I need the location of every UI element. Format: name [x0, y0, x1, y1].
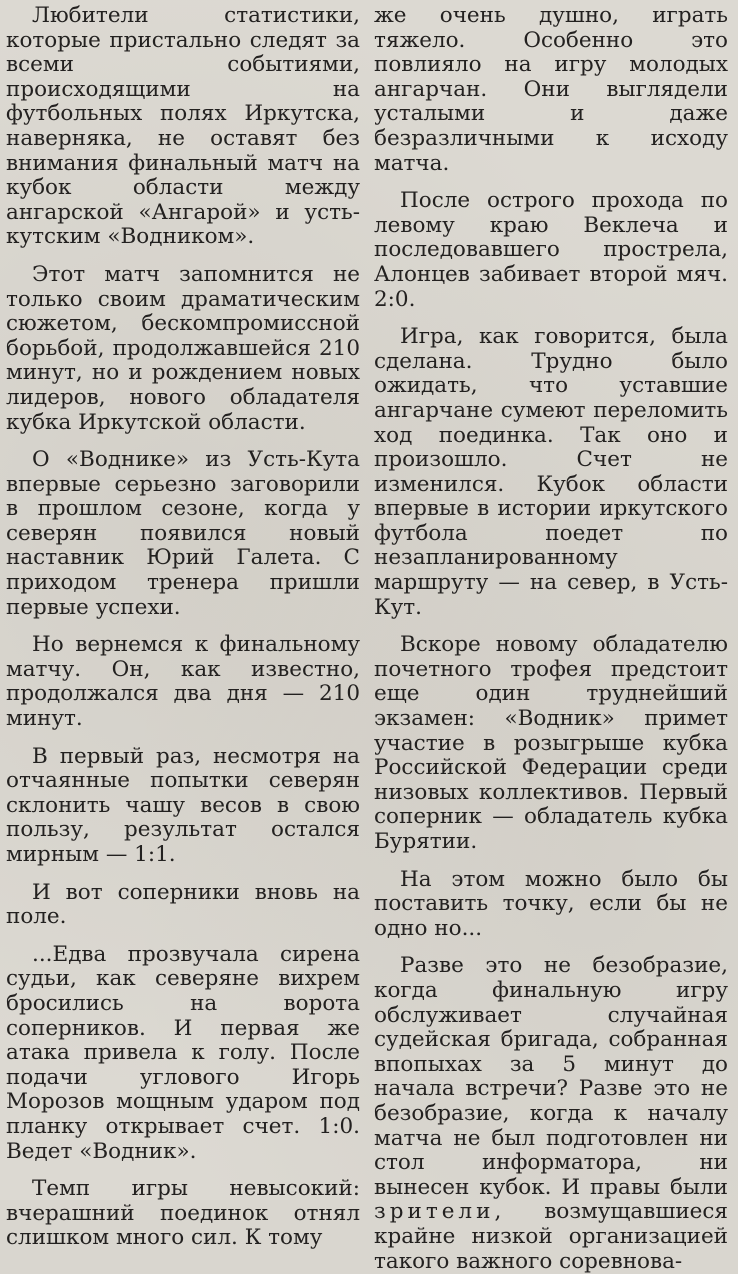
- paragraph-continued: же очень душно, играть тяжело. Особенно это повлияло на игру молодых ангарчан. Они выглядели усталыми и даже безразличными к исходу матча.: [374, 3, 728, 176]
- paragraph: После острого прохода по левому краю Веклеча и последовавшего прострела, Алонцев забивает второй мяч. 2:0.: [374, 188, 728, 312]
- paragraph: В первый раз, несмотря на отчаянные попытки северян склонить чашу весов в свою пользу, результат остался мирным — 1:1.: [6, 743, 360, 867]
- paragraph: Темп игры невысокий: вчерашний поединок отнял слишком много сил. К тому: [6, 1176, 360, 1251]
- right-column: [374, 3, 728, 1274]
- paragraph: Любители статистики, которые пристально следят за всеми событиями, происходящими на футбольных полях Иркутска, наверняка, не оставят без внимания финальный матч на кубок области между ангарской «Ангарой» и усть-кутским «Водником».: [6, 3, 360, 250]
- paragraph: Вскоре новому обладателю почетного трофея предстоит еще один труднейший экзамен: «Водник» примет участие в розыгрыше кубка Российской Федерации среди низовых коллективов. Первый соперник — обладатель кубка Бурятии.: [374, 632, 728, 854]
- paragraph-text: Разве это не безобразие, когда финальную игру обслуживает случайная судейская бригада, собранная впопыхах за 5 минут до начала встречи? Разве это не безобразие, когда к началу матча не был подготовлен ни стол информатора, ни вынесен кубок. И правы были: [374, 953, 728, 1200]
- paragraph: ...Едва прозвучала сирена судьи, как северяне вихрем бросились на ворота соперников. И первая же атака привела к голу. После подачи углового Игорь Морозов мощным ударом под планку открывает счет. 1:0. Ведет «Водник».: [6, 941, 360, 1164]
- paragraph: О «Воднике» из Усть-Кута впервые серьезно заговорили в прошлом сезоне, когда у северян появился новый наставник Юрий Галета. С приходом тренера пришли первые успехи.: [6, 447, 360, 620]
- paragraph: Но вернемся к финальному матчу. Он, как известно, продолжался два дня — 210 минут.: [6, 632, 360, 732]
- paragraph: На этом можно было бы поставить точку, если бы не одно но...: [374, 866, 728, 941]
- paragraph-text-end: возмущавшиеся крайне низкой организацией такого важного соревнова-: [374, 1199, 728, 1274]
- left-column: [6, 3, 360, 1251]
- paragraph: Этот матч запомнится не только своим драматическим сюжетом, бескомпромиссной борьбой, продолжавшейся 210 минут, но и рождением новых лидеров, нового обладателя кубка Иркутской области.: [6, 261, 360, 435]
- paragraph: Игра, как говорится, была сделана. Трудно было ожидать, что уставшие ангарчане сумеют переломить ход поединка. Так оно и произошло. Счет не изменился. Кубок области впервые в истории иркутского футбола поедет по незапланированному маршруту — на север, в Усть-Кут.: [374, 324, 728, 620]
- spaced-word: зрители: [374, 1199, 495, 1225]
- paragraph-final: Разве это не безобразие, когда финальную игру обслуживает случайная судейская бригада, собранная впопыхах за 5 минут до начала встречи? Разве это не безобразие, когда к началу матча не был подготовлен ни стол информатора, ни вынесен кубок. И правы были зрители, возмущавшиеся крайне низкой организацией такого важного соревнова-: [374, 953, 728, 1274]
- paragraph: И вот соперники вновь на поле.: [6, 879, 360, 930]
